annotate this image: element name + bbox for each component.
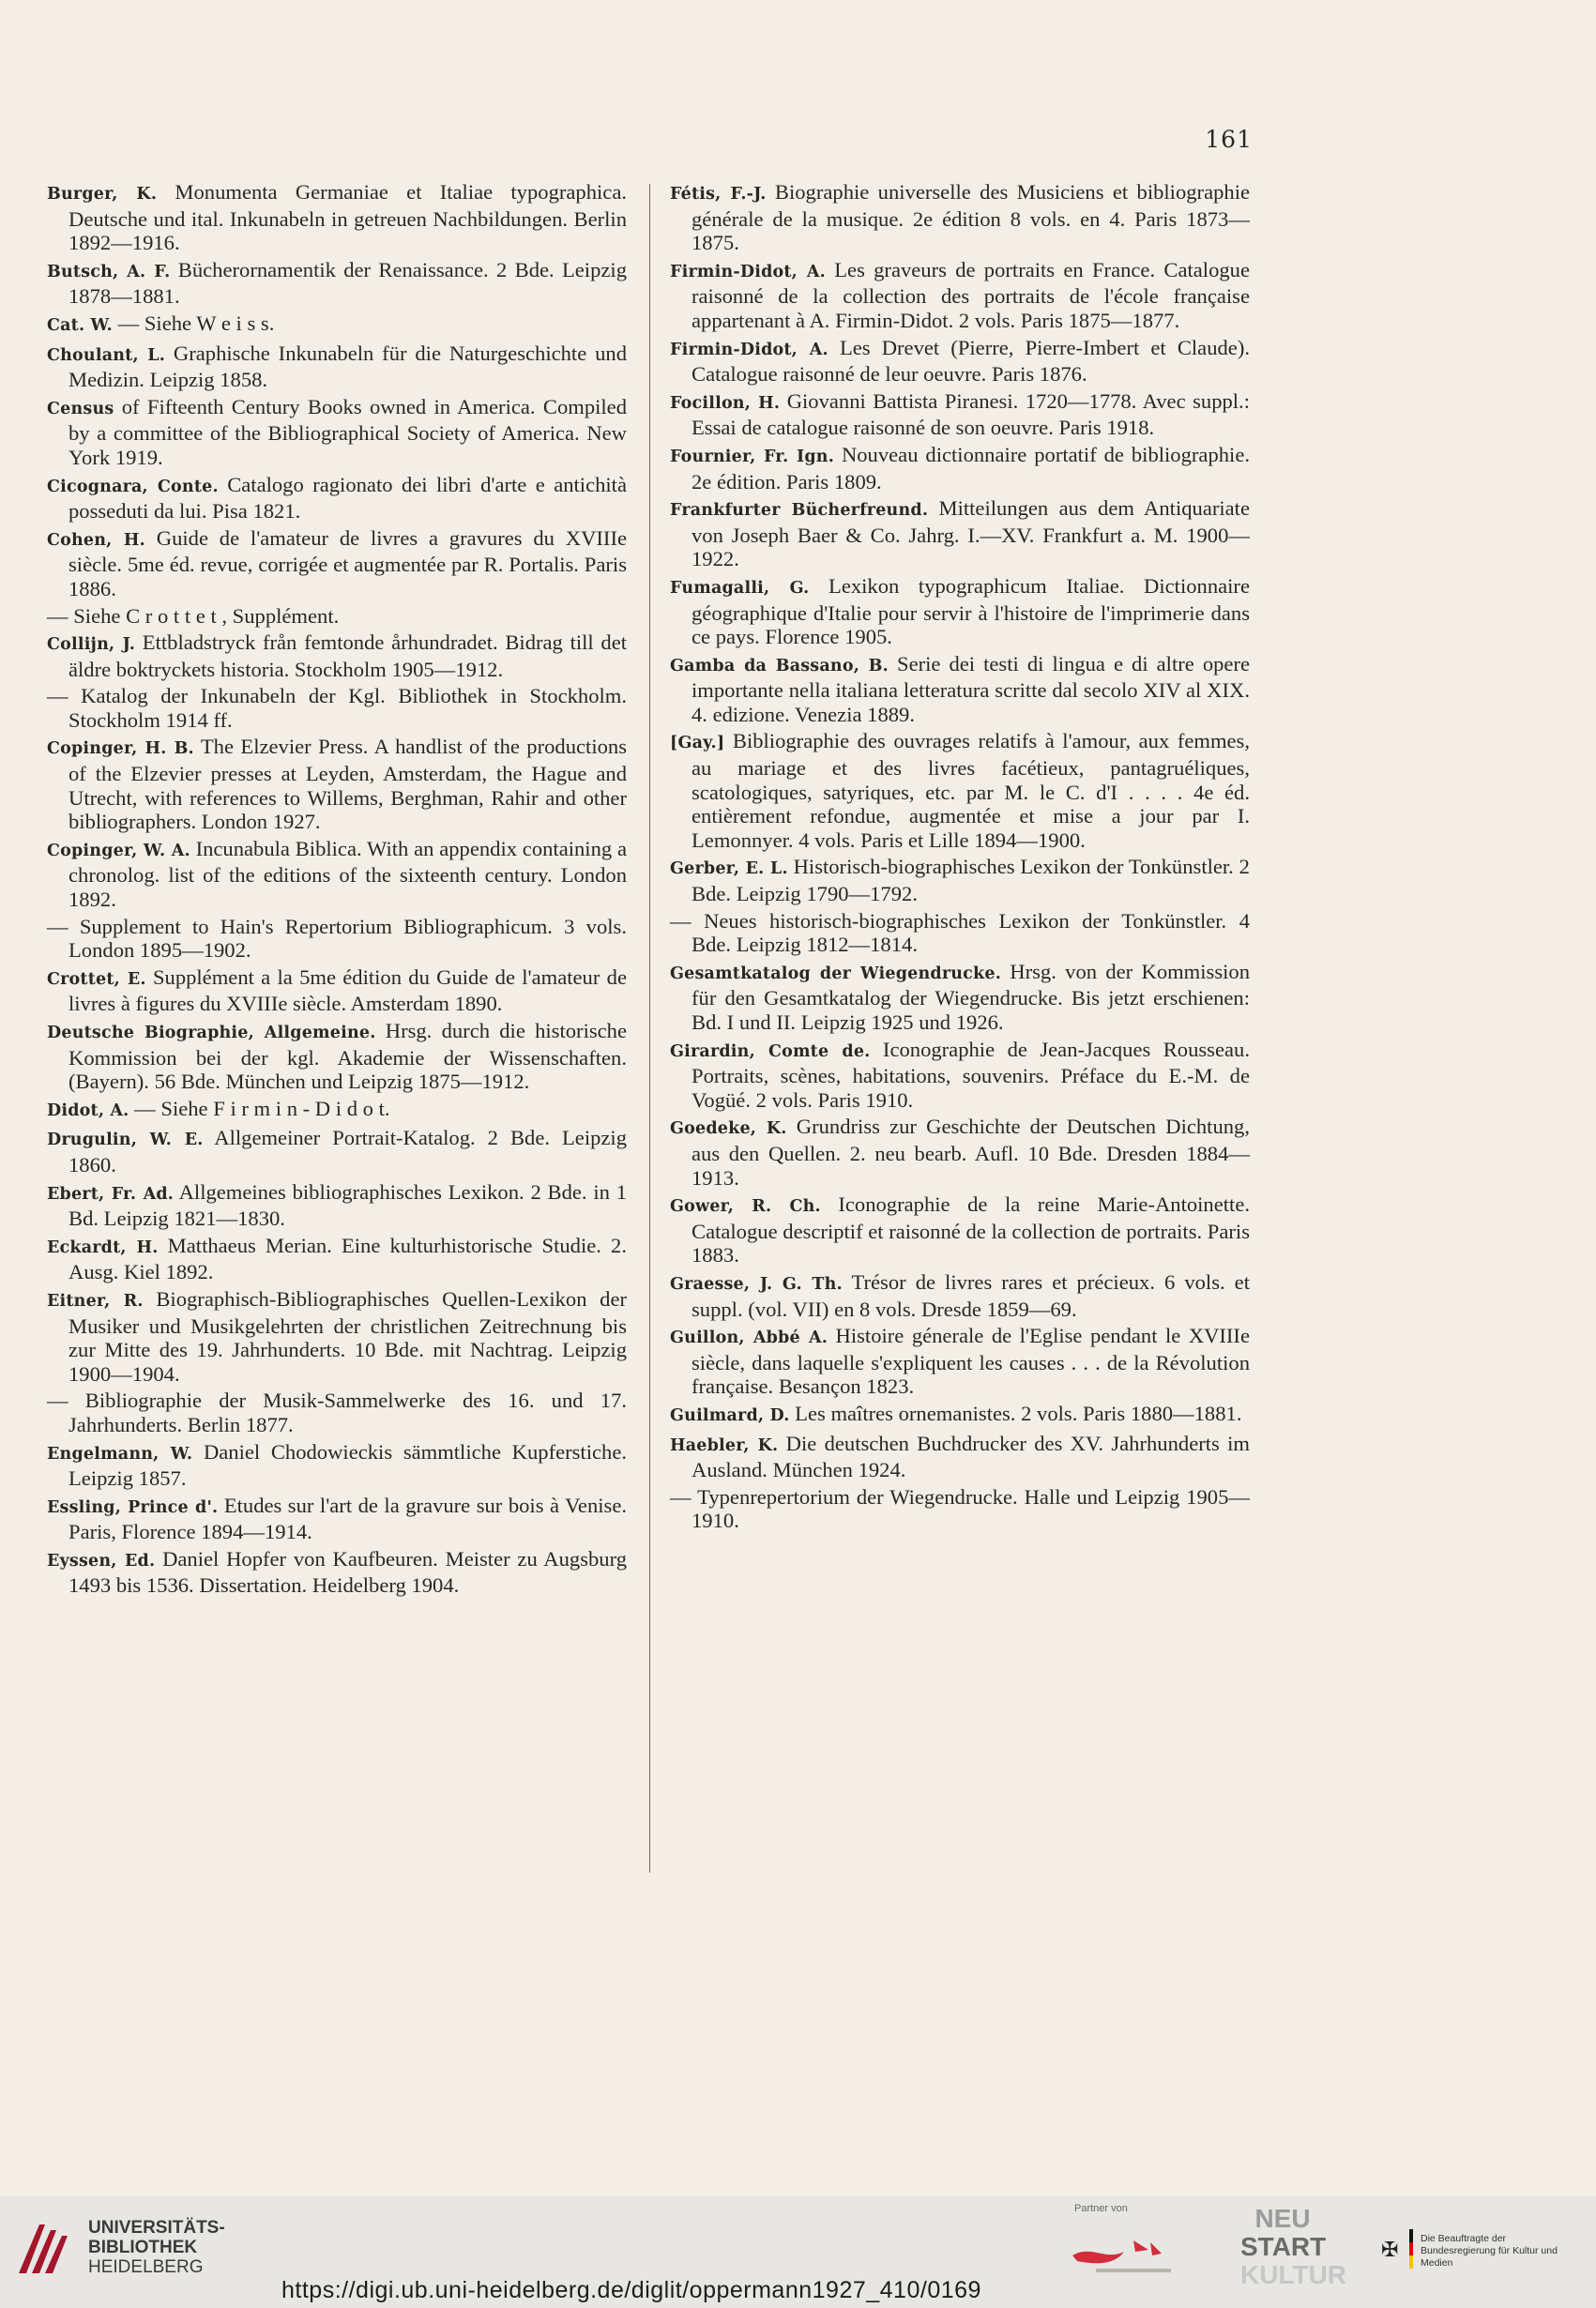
library-name: [88, 2218, 225, 2277]
library-line: UNIVERSITÄTS-: [88, 2218, 225, 2238]
entry-text: The Elzevier Press. A handlist of the productions of the Elzevier presses at Leyden, Amsterdam, the Hague and Utrecht, with references to Willems, Berghman, Rahir and other bibliographers. London 1927.: [68, 735, 627, 834]
bibliography-entry: [47, 837, 627, 912]
partner-label: Partner von: [1074, 2203, 1128, 2214]
entry-text: Bücherornamentik der Renaissance. 2 Bde. Leipzig 1878—1881.: [68, 257, 627, 309]
bibliography-entry: [670, 180, 1250, 255]
entry-text: Mitteilungen aus dem Antiquariate von Joseph Baer & Co. Jahrg. I.—XV. Frankfurt a. M. 1900—1922.: [692, 496, 1250, 571]
bibliography-entry: [47, 180, 627, 255]
bibliography-entry: [47, 1547, 627, 1598]
entry-text: Die deutschen Buchdrucker des XV. Jahrhunderts im Ausland. München 1924.: [692, 1431, 1250, 1482]
bkm-text: Die Beauftragte der Bundesregierung für Kultur und Medien: [1421, 2233, 1558, 2269]
bibliography-entry: [670, 729, 1250, 852]
entry-text: Etudes sur l'art de la gravure sur bois à Venise. Paris, Florence 1894—1914.: [68, 1493, 627, 1544]
entry-author: Eitner, R.: [47, 1291, 144, 1311]
entry-author: Engelmann, W.: [47, 1444, 193, 1464]
entry-text: Giovanni Battista Piranesi. 1720—1778. Avec suppl.: Essai de catalogue raisonné de son oeuvre. Paris 1918.: [692, 388, 1250, 440]
entry-author: Frankfurter Bücherfreund.: [670, 501, 929, 521]
entry-author: Essling, Prince d'.: [47, 1497, 219, 1517]
entry-text: Incunabula Biblica. With an appendix containing a chronolog. list of the editions of the sixteenth century. London 1892.: [68, 836, 627, 912]
entry-author: Didot, A.: [47, 1101, 129, 1120]
entry-author: Cicognara, Conte.: [47, 477, 219, 496]
entry-author: Drugulin, W. E.: [47, 1131, 204, 1150]
bkm-logo: [1372, 2220, 1588, 2276]
bibliography-entry: [47, 735, 627, 833]
bibliography-entry: [47, 604, 627, 629]
bibliography-entry: [47, 395, 627, 470]
entry-author: Focillon, H.: [670, 393, 781, 413]
bibliography-entry: [670, 1402, 1250, 1429]
page-url-link[interactable]: https://digi.ub.uni-heidelberg.de/diglit/oppermann1927_410/0169: [281, 2277, 981, 2303]
bibliography-entry: [670, 652, 1250, 727]
bibliography-entry: [670, 855, 1250, 905]
entry-author: Girardin, Comte de.: [670, 1041, 871, 1061]
ub-heidelberg-logo: [11, 2217, 77, 2281]
entry-author: Gerber, E. L.: [670, 859, 788, 879]
bibliography-entry: [670, 1432, 1250, 1482]
bibliography-entry: [47, 1126, 627, 1177]
entry-author: Butsch, A. F.: [47, 262, 171, 281]
bibliography-entry: [47, 1287, 627, 1386]
entry-text: — Siehe F i r m i n - D i d o t.: [134, 1096, 390, 1120]
entry-text: Daniel Hopfer von Kaufbeuren. Meister zu Augsburg 1493 bis 1536. Dissertation. Heidelberg 1904.: [68, 1546, 627, 1598]
entry-text: — Bibliographie der Musik-Sammelwerke des 16. und 17. Jahrhunderts. Berlin 1877.: [47, 1389, 627, 1436]
entry-author: Ebert, Fr. Ad.: [47, 1184, 175, 1204]
entry-author: Copinger, H. B.: [47, 739, 194, 759]
bibliography-entry: [670, 258, 1250, 333]
entry-author: Cat. W.: [47, 315, 113, 335]
right-column: [670, 180, 1250, 1536]
entry-text: Supplément a la 5me édition du Guide de l'amateur de livres à figures du XVIIIe siècle. Amsterdam 1890.: [68, 964, 627, 1016]
bibliography-entry: [47, 473, 627, 524]
entry-author: Firmin-Didot, A.: [670, 262, 826, 281]
bibliography-entry: [670, 1115, 1250, 1190]
bibliography-entry: [670, 389, 1250, 440]
entry-text: — Katalog der Inkunabeln der Kgl. Bibliothek in Stockholm. Stockholm 1914 ff.: [47, 684, 627, 732]
entry-text: Monumenta Germaniae et Italiae typographica. Deutsche und ital. Inkunabeln in getreuen Nachbildungen. Berlin 1892—1916.: [68, 180, 627, 255]
entry-author: Graesse, J. G. Th.: [670, 1274, 843, 1294]
bibliography-entry: [47, 1234, 627, 1284]
bibliography-entry: [47, 915, 627, 963]
bibliography-entry: [670, 909, 1250, 957]
bibliography-entry: [670, 1270, 1250, 1321]
bibliography-entry: [47, 1180, 627, 1231]
entry-author: Guillon, Abbé A.: [670, 1329, 828, 1348]
entry-author: Burger, K.: [47, 185, 158, 204]
bibliography-entry: [47, 311, 627, 339]
entry-text: Biographisch-Bibliographisches Quellen-Lexikon der Musiker und Musikgelehrten der christlichen Zeitrechnung bis zur Mitte des 19. Jahrhunderts. 10 Bde. mit Nachtrag. Leipzig 1900—1904.: [68, 1286, 627, 1386]
bibliography-entry: [47, 342, 627, 392]
entry-author: Haebler, K.: [670, 1435, 779, 1455]
viewer-footer: [0, 2195, 1596, 2308]
entry-author: Gower, R. Ch.: [670, 1197, 821, 1217]
bibliography-entry: [47, 1097, 627, 1124]
entry-text: Nouveau dictionnaire portatif de bibliographie. 2e édition. Paris 1809.: [692, 442, 1250, 493]
ddb-logo: [1068, 2224, 1199, 2280]
bibliography-entry: [47, 1440, 627, 1491]
bibliography-entry: [47, 684, 627, 732]
bibliography-entry: [670, 1192, 1250, 1268]
entry-text: Trésor de livres rares et précieux. 6 vols. et suppl. (vol. VII) en 8 vols. Dresde 1859—69.: [692, 1269, 1250, 1321]
entry-text: — Supplement to Hain's Repertorium Bibliographicum. 3 vols. London 1895—1902.: [47, 914, 627, 963]
left-column: [47, 180, 627, 1601]
entry-text: — Siehe W e i s s.: [117, 311, 275, 335]
entry-text: Les Drevet (Pierre, Pierre-Imbert et Claude). Catalogue raisonné de leur oeuvre. Paris 1876.: [692, 335, 1250, 387]
entry-text: of Fifteenth Century Books owned in America. Compiled by a committee of the Bibliographical Society of America. New York 1919.: [68, 394, 627, 469]
bibliography-entry: [47, 965, 627, 1016]
entry-text: Graphische Inkunabeln für die Naturgeschichte und Medizin. Leipzig 1858.: [68, 341, 627, 392]
entry-author: Gamba da Bassano, B.: [670, 656, 889, 676]
entry-text: Iconographie de la reine Marie-Antoinette. Catalogue descriptif et raisonné de la collection de portraits. Paris 1883.: [692, 1192, 1250, 1268]
entry-author: Goedeke, K.: [670, 1119, 787, 1139]
bibliography-entry: [47, 1494, 627, 1544]
entry-text: Serie dei testi di lingua e di altre opere importante nella italiana letteratura scritte dal secolo XIV al XIX. 4. edizione. Venezia 1889.: [692, 651, 1250, 726]
entry-text: Hrsg. von der Kommission für den Gesamtkatalog der Wiegendrucke. Bis jetzt erschienen: Bd. I und II. Leipzig 1925 und 1926.: [692, 959, 1250, 1034]
bibliography-entry: [47, 526, 627, 601]
eagle-icon: ✠: [1381, 2239, 1399, 2262]
entry-author: Gesamtkatalog der Wiegendrucke.: [670, 964, 1001, 983]
entry-text: Lexikon typographicum Italiae. Dictionnaire géographique d'Italie pour servir à l'histoire de l'imprimerie dans ce pays. Florence 1905.: [692, 573, 1250, 649]
bibliography-entry: [47, 258, 627, 309]
entry-text: Iconographie de Jean-Jacques Rousseau. Portraits, scènes, habitations, souvenirs. Préface du E.-M. de Vogüé. 2 vols. Paris 1910.: [692, 1037, 1250, 1112]
entry-text: Les maîtres ornemanistes. 2 vols. Paris 1880—1881.: [795, 1401, 1242, 1425]
page-number: 161: [1205, 126, 1253, 153]
flag-icon: [1409, 2229, 1413, 2269]
entry-author: Collijn, J.: [47, 635, 136, 655]
entry-text: Catalogo ragionato dei libri d'arte e antichità posseduti da lui. Pisa 1821.: [68, 472, 627, 524]
entry-text: Hrsg. durch die historische Kommission bei der kgl. Akademie der Wissenschaften. (Bayern). 56 Bde. München und Leipzig 1875—1912.: [68, 1019, 627, 1094]
bibliography-entry: [670, 496, 1250, 571]
entry-author: [Gay.]: [670, 734, 725, 753]
bibliography-entry: [670, 336, 1250, 387]
library-line: HEIDELBERG: [88, 2257, 204, 2277]
entry-text: Guide de l'amateur de livres a gravures du XVIIIe siècle. 5me éd. revue, corrigée et augmentée par R. Portalis. Paris 1886.: [68, 525, 627, 600]
entry-text: Les graveurs de portraits en France. Catalogue raisonné de la collection des portraits de l'école française appartenant à A. Firmin-Didot. 2 vols. Paris 1875—1877.: [692, 257, 1250, 332]
column-divider: [649, 184, 650, 1873]
entry-author: Guilmard, D.: [670, 1405, 790, 1425]
entry-text: Ettbladstryck från femtonde århundradet. Bidrag till det äldre boktryckets historia. Stockholm 1905—1912.: [68, 630, 627, 681]
entry-text: Biographie universelle des Musiciens et bibliographie générale de la musique. 2e édition 8 vols. en 4. Paris 1873—1875.: [692, 180, 1251, 255]
neustart-kultur-logo: [1240, 2204, 1347, 2289]
neustart-line: KULTUR: [1240, 2260, 1347, 2289]
entry-author: Fumagalli, G.: [670, 578, 810, 598]
entry-text: Matthaeus Merian. Eine kulturhistorische Studie. 2. Ausg. Kiel 1892.: [68, 1233, 627, 1284]
entry-text: Allgemeiner Portrait-Katalog. 2 Bde. Leipzig 1860.: [68, 1126, 628, 1177]
entry-author: Copinger, W. A.: [47, 841, 190, 860]
entry-text: Grundriss zur Geschichte der Deutschen Dichtung, aus den Quellen. 2. neu bearb. Aufl. 10 Bde. Dresden 1884—1913.: [692, 1115, 1250, 1190]
entry-author: Deutsche Biographie, Allgemeine.: [47, 1024, 376, 1042]
bibliography-entry: [47, 1389, 627, 1436]
entry-text: — Siehe C r o t t e t , Supplément.: [47, 603, 340, 628]
bibliography-entry: [670, 1038, 1250, 1113]
entry-author: Fournier, Fr. Ign.: [670, 447, 835, 466]
entry-author: Choulant, L.: [47, 345, 166, 365]
entry-text: Daniel Chodowieckis sämmtliche Kupferstiche. Leipzig 1857.: [68, 1439, 627, 1491]
bibliography-entry: [670, 1485, 1250, 1533]
neustart-line: START: [1240, 2232, 1327, 2261]
entry-author: Eckardt, H.: [47, 1238, 159, 1257]
entry-text: Allgemeines bibliographisches Lexikon. 2 Bde. in 1 Bd. Leipzig 1821—1830.: [68, 1179, 627, 1231]
entry-text: — Typenrepertorium der Wiegendrucke. Halle und Leipzig 1905—1910.: [670, 1484, 1250, 1533]
bibliography-entry: [670, 1324, 1250, 1399]
bibliography-entry: [670, 443, 1250, 493]
entry-text: Bibliographie des ouvrages relatifs à l'amour, aux femmes, au mariage et des livres facétieux, pantagruéliques, scatologiques, satyriques, etc. par M. le C. d'I . . . . 4e éd. entièrement refondue, augmentée et mise a jour par I. Lemonnyer. 4 vols. Paris et Lille 1894—1900.: [692, 729, 1250, 852]
entry-text: — Neues historisch-biographisches Lexikon der Tonkünstler. 4 Bde. Leipzig 1812—1814.: [670, 908, 1250, 957]
entry-text: Historisch-biographisches Lexikon der Tonkünstler. 2 Bde. Leipzig 1790—1792.: [692, 855, 1250, 906]
neustart-line: NEU: [1254, 2204, 1311, 2233]
entry-author: Cohen, H.: [47, 530, 145, 550]
bibliography-entry: [47, 630, 627, 681]
entry-text: Histoire génerale de l'Eglise pendant le XVIIIe siècle, dans laquelle s'expliquent les causes . . . de la Révolution française. Besançon 1823.: [692, 1324, 1250, 1399]
library-line: BIBLIOTHEK: [88, 2238, 198, 2257]
entry-author: Fétis, F.-J.: [670, 185, 767, 204]
entry-author: Census: [47, 399, 114, 418]
bibliography-entry: [670, 960, 1250, 1035]
entry-author: Eyssen, Ed.: [47, 1551, 156, 1571]
entry-author: Crottet, E.: [47, 969, 146, 989]
bibliography-entry: [670, 574, 1250, 649]
entry-author: Firmin-Didot, A.: [670, 340, 828, 359]
bibliography-entry: [47, 1019, 627, 1094]
